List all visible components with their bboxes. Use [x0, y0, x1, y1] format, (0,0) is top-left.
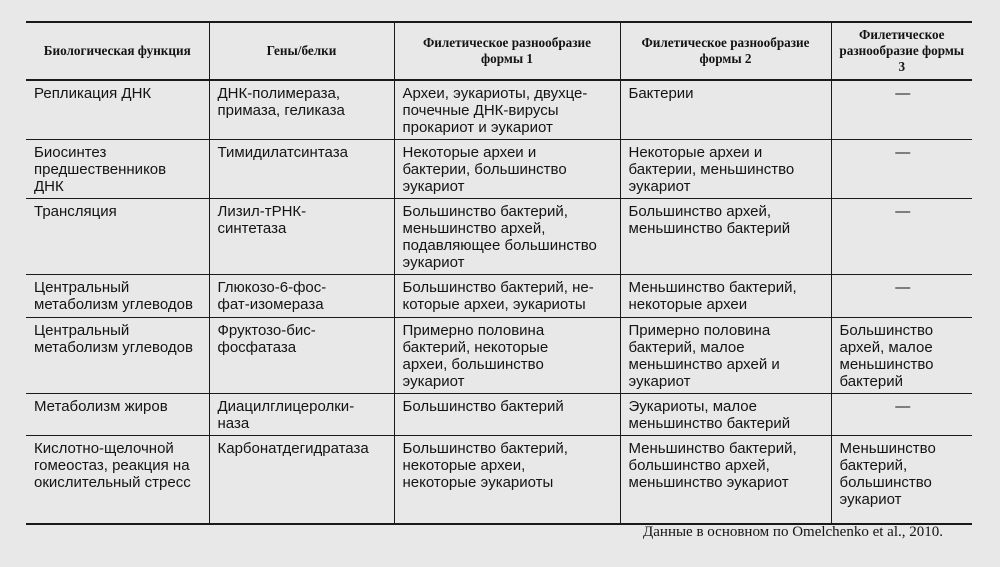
cell-genes: Лизил-тРНК- синтетаза: [209, 199, 394, 275]
table-row: [26, 318, 972, 394]
cell-genes: Тимидилатсинтаза: [209, 140, 394, 199]
cell-form-2: Эукариоты, малое меньшинство бактерий: [620, 394, 831, 436]
cell-form-2: Меньшинство бактерий, большинство архей, меньшинство эукариот: [620, 436, 831, 524]
cell-form-1: Большинство бактерий, меньшинство архей, подавляющее большинство эукариот: [394, 199, 620, 275]
cell-genes: Глюкозо-6-фос- фат-изомераза: [209, 275, 394, 318]
table-row: [26, 436, 972, 524]
cell-form-2: Большинство архей, меньшинство бактерий: [620, 199, 831, 275]
cell-form-3: —: [831, 199, 972, 275]
cell-form-3: —: [831, 275, 972, 318]
table-row: [26, 140, 972, 199]
header-form-1: Филетическое разнообразие формы 1: [394, 22, 620, 80]
cell-form-2: Примерно половина бактерий, малое меньшинство архей и эукариот: [620, 318, 831, 394]
header-form-2: Филетическое разнообразие формы 2: [620, 22, 831, 80]
cell-genes: ДНК-полимераза, примаза, геликаза: [209, 80, 394, 140]
cell-function: Метаболизм жиров: [26, 394, 209, 436]
header-form-3: Филетическое разнообразие формы 3: [831, 22, 972, 80]
header-row: [26, 22, 972, 80]
header-function: Биологическая функция: [26, 22, 209, 80]
cell-function: Центральный метаболизм углеводов: [26, 275, 209, 318]
table-row: [26, 80, 972, 140]
source-note: Данные в основном по Omelchenko et al., 2010.: [643, 524, 943, 540]
cell-form-3: Меньшинство бактерий, большинство эукариот: [831, 436, 972, 524]
cell-form-3: —: [831, 394, 972, 436]
cell-function: Биосинтез предшественников ДНК: [26, 140, 209, 199]
table-row: [26, 199, 972, 275]
cell-genes: Диацилглицеролки- наза: [209, 394, 394, 436]
cell-genes: Карбонатдегидратаза: [209, 436, 394, 524]
cell-form-3: Большинство архей, малое меньшинство бактерий: [831, 318, 972, 394]
cell-form-1: Большинство бактерий, некоторые археи, некоторые эукариоты: [394, 436, 620, 524]
cell-function: Кислотно-щелочной гомеостаз, реакция на окислительный стресс: [26, 436, 209, 524]
cell-function: Трансляция: [26, 199, 209, 275]
cell-form-1: Большинство бактерий, не- которые археи, эукариоты: [394, 275, 620, 318]
cell-function: Центральный метаболизм углеводов: [26, 318, 209, 394]
cell-form-2: Меньшинство бактерий, некоторые археи: [620, 275, 831, 318]
header-genes: Гены/белки: [209, 22, 394, 80]
cell-form-2: Некоторые археи и бактерии, меньшинство эукариот: [620, 140, 831, 199]
cell-form-1: Некоторые археи и бактерии, большинство эукариот: [394, 140, 620, 199]
cell-form-3: —: [831, 80, 972, 140]
table-row: [26, 394, 972, 436]
cell-genes: Фруктозо-бис- фосфатаза: [209, 318, 394, 394]
cell-form-1: Археи, эукариоты, двухце- почечные ДНК-вирусы прокариот и эукариот: [394, 80, 620, 140]
cell-form-1: Большинство бактерий: [394, 394, 620, 436]
cell-function: Репликация ДНК: [34, 85, 152, 102]
cell-form-1: Примерно половина бактерий, некоторые археи, большинство эукариот: [394, 318, 620, 394]
table-body: [26, 80, 972, 524]
cell-form-3: —: [831, 140, 972, 199]
table-row: [26, 275, 972, 318]
cell-form-2: Бактерии: [620, 80, 831, 140]
data-table: [26, 21, 972, 525]
table-header: [26, 22, 972, 80]
